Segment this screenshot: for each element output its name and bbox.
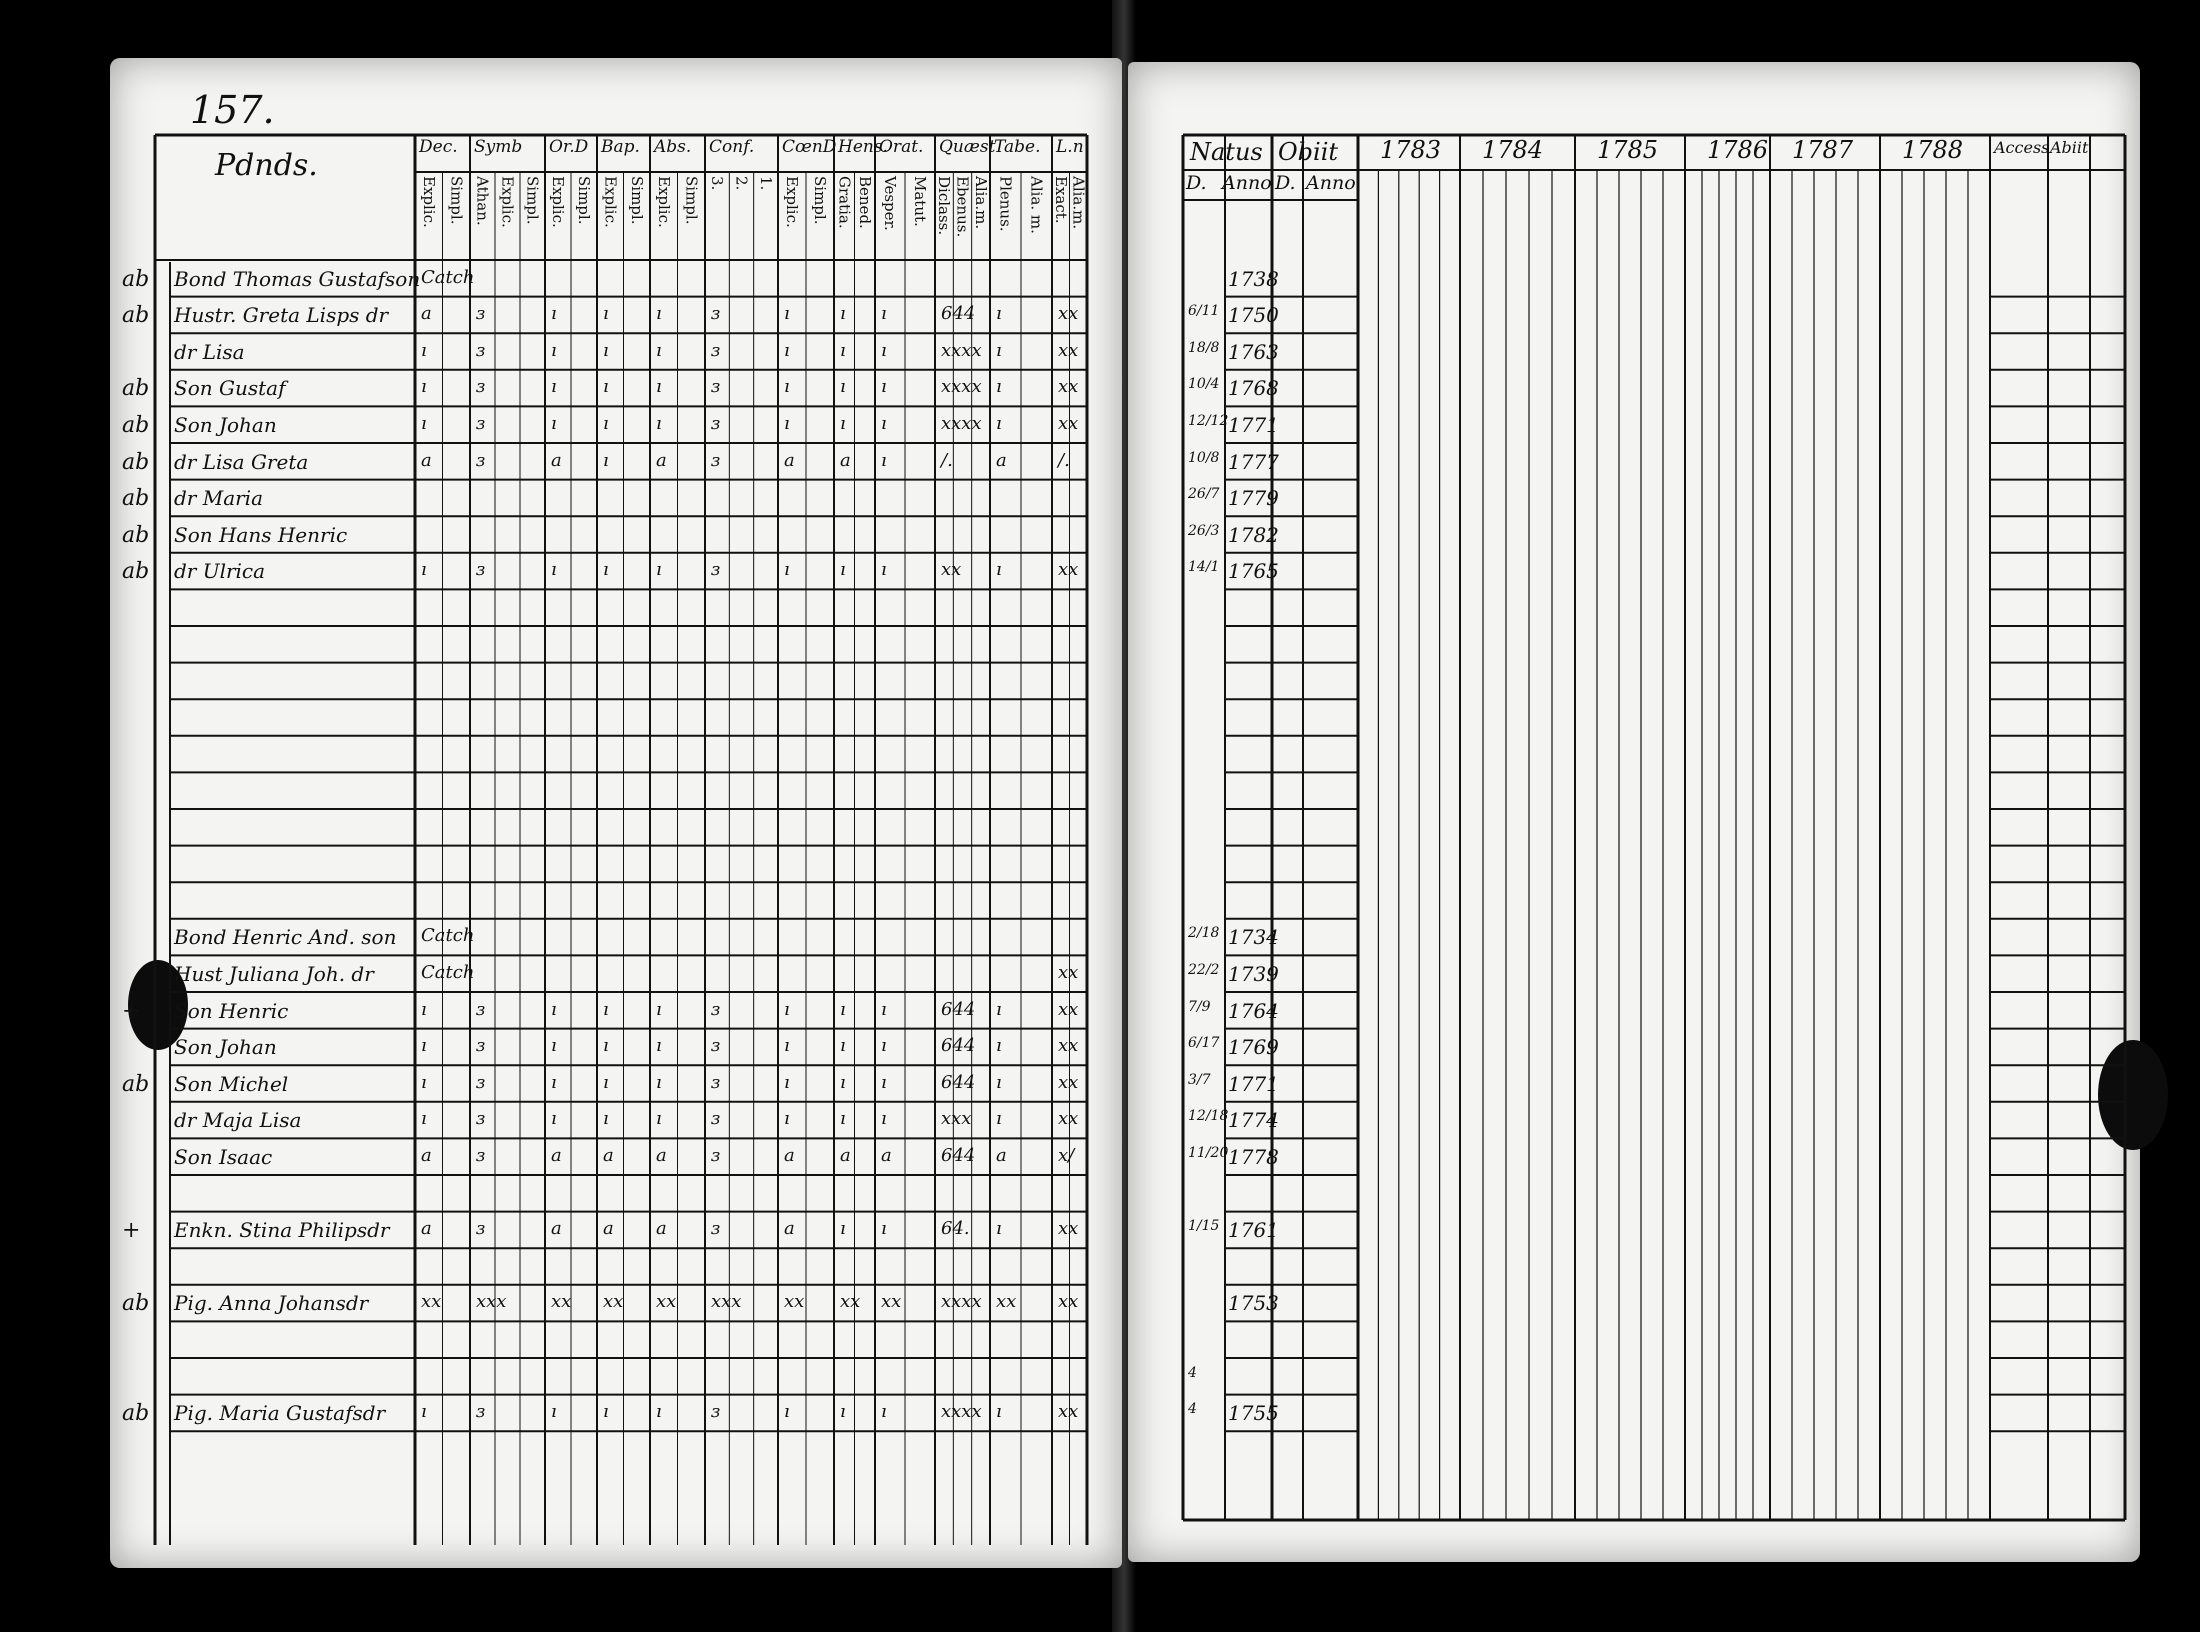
left-col-subhead: Explic. [783, 176, 801, 228]
catechism-mark: ı [881, 559, 887, 581]
year-head: 1785 [1597, 136, 1659, 164]
left-col-subhead: 1. [756, 176, 775, 191]
left-col-subhead: Athan. [473, 176, 492, 226]
birth-day: 2/18 [1188, 925, 1220, 942]
birth-day: 1/15 [1188, 1218, 1220, 1235]
catechism-mark: ɜ [476, 1218, 486, 1240]
catechism-mark: xxx [941, 1108, 972, 1130]
catechism-mark: ı [996, 303, 1002, 325]
catechism-mark: ı [784, 413, 790, 434]
catechism-mark: xx [603, 1291, 624, 1313]
catechism-mark: 644 [941, 1071, 976, 1093]
catechism-mark: ɜ [711, 376, 721, 398]
page-number: 157. [190, 88, 275, 132]
catechism-mark: ɜ [476, 449, 486, 471]
birth-year: 1768 [1228, 376, 1279, 401]
birth-year: 1774 [1228, 1108, 1279, 1133]
catechism-mark: ı [881, 998, 887, 1020]
left-col-head: L.n [1056, 137, 1084, 157]
birth-day: 10/4 [1188, 376, 1220, 393]
catechism-mark: xx [1058, 1071, 1079, 1093]
catechism-mark: Catch [421, 962, 475, 983]
left-col-subhead: Explic. [654, 176, 673, 228]
catechism-mark: ı [603, 1035, 609, 1057]
person-name: Hust Juliana Joh. dr [174, 962, 374, 986]
left-col-subhead: Matut. [911, 176, 929, 227]
left-col-subhead: Simpl. [627, 176, 646, 225]
person-name: dr Maria [174, 486, 264, 511]
birth-day: 6/11 [1188, 303, 1220, 320]
left-col-subhead: Simpl. [575, 176, 593, 225]
left-col-subhead: Alia.m. [1069, 176, 1088, 230]
left-col-head: Quæst [939, 137, 996, 157]
catechism-mark: ı [656, 559, 662, 581]
left-col-subhead: Ebenus. [953, 176, 972, 238]
catechism-mark: ı [421, 1401, 427, 1423]
catechism-mark: xx [1058, 1218, 1079, 1240]
row-mark: ab [122, 413, 150, 438]
left-col-subhead: Gratia. [835, 176, 854, 229]
person-name: dr Ulrica [174, 559, 266, 584]
catechism-mark: ı [421, 1108, 427, 1130]
catechism-mark: ı [881, 303, 887, 325]
catechism-mark: a [996, 1145, 1007, 1166]
left-col-head: Tabe. [994, 137, 1041, 157]
catechism-mark: 644 [941, 998, 976, 1020]
birth-year: 1761 [1228, 1218, 1279, 1243]
left-col-subhead: Simpl. [523, 176, 542, 225]
left-col-subhead: Diclass. [935, 176, 954, 236]
person-name: Bond Henric And. son [174, 925, 397, 950]
birth-year: 1753 [1228, 1291, 1279, 1316]
person-name: Bond Thomas Gustafson [174, 266, 421, 291]
catechism-mark: xx [840, 1291, 861, 1313]
birth-year: 1738 [1228, 266, 1279, 291]
birth-year: 1782 [1228, 522, 1279, 547]
birth-year: 1778 [1228, 1145, 1279, 1169]
catechism-mark: ı [840, 339, 846, 361]
left-col-subhead: Alia.m. [971, 176, 990, 230]
catechism-mark: ı [603, 1108, 609, 1130]
birth-year: 1734 [1228, 925, 1279, 950]
catechism-mark: ı [551, 1108, 557, 1130]
catechism-mark: a [421, 449, 432, 471]
catechism-mark: a [551, 1145, 562, 1166]
catechism-mark: a [840, 449, 851, 471]
catechism-mark: ı [996, 1035, 1002, 1057]
catechism-mark: a [784, 1145, 795, 1166]
catechism-mark: a [656, 449, 667, 471]
catechism-mark: ɜ [476, 1071, 486, 1093]
birth-day: 26/3 [1188, 522, 1220, 539]
catechism-mark: ı [881, 449, 887, 471]
catechism-mark: ı [840, 1071, 846, 1093]
catechism-mark: xx [1058, 303, 1079, 325]
row-mark: ab [122, 522, 150, 548]
birth-day: 22/2 [1188, 962, 1220, 978]
catechism-mark: /. [941, 449, 953, 471]
birth-year: 1739 [1228, 962, 1279, 986]
person-name: Son Isaac [174, 1145, 273, 1169]
catechism-mark: ı [881, 1108, 887, 1130]
birth-year: 1763 [1228, 339, 1279, 364]
person-name: Son Johan [174, 413, 277, 437]
catechism-mark: ı [656, 1108, 662, 1130]
catechism-mark: ɜ [476, 998, 486, 1020]
birth-day: 18/8 [1188, 339, 1220, 356]
person-name: dr Maja Lisa [174, 1108, 302, 1133]
catechism-mark: ı [656, 303, 662, 325]
accessit-head: Access [1994, 138, 2050, 157]
person-name: Son Henric [174, 998, 289, 1023]
catechism-mark: xx [551, 1291, 572, 1313]
catechism-mark: ɜ [476, 376, 486, 398]
catechism-mark: xx [1058, 559, 1079, 581]
row-mark: ab [122, 559, 150, 585]
person-name: dr Lisa [174, 339, 245, 364]
catechism-mark: ı [881, 376, 887, 398]
person-name: Hustr. Greta Lisps dr [174, 303, 389, 328]
catechism-mark: ı [603, 1401, 609, 1423]
left-col-head: Or.D [549, 137, 589, 157]
catechism-mark: xx [1058, 376, 1079, 398]
catechism-mark: xx [996, 1291, 1017, 1313]
year-head: 1784 [1482, 136, 1544, 164]
catechism-mark: ı [996, 1401, 1002, 1423]
obiit-head: Obiit [1278, 138, 1339, 166]
birth-day: 3/7 [1188, 1071, 1211, 1088]
left-col-subhead: 2. [732, 176, 751, 191]
person-name: dr Lisa Greta [174, 449, 309, 474]
birth-year: 1779 [1228, 486, 1279, 511]
catechism-mark: xxxx [941, 339, 982, 361]
person-name: Enkn. Stina Philipsdr [174, 1218, 390, 1243]
year-head: 1787 [1792, 136, 1854, 164]
catechism-mark: xx [656, 1291, 677, 1313]
catechism-mark: ɜ [476, 413, 486, 434]
catechism-mark: xx [881, 1291, 902, 1313]
birth-day: 11/20 [1188, 1145, 1229, 1161]
catechism-mark: ɜ [476, 303, 486, 325]
birth-day: 10/8 [1188, 449, 1220, 466]
catechism-mark: ı [840, 1035, 846, 1057]
catechism-mark: ı [421, 339, 427, 361]
left-col-head: Dec. [419, 137, 458, 157]
catechism-mark: ı [996, 339, 1002, 361]
catechism-mark: ı [881, 1071, 887, 1093]
catechism-mark: ı [784, 998, 790, 1020]
obiit-year-head: Anno [1306, 172, 1356, 194]
catechism-mark: xxxx [941, 413, 982, 434]
person-name: Son Hans Henric [174, 522, 348, 547]
catechism-mark: ɜ [476, 559, 486, 581]
catechism-mark: ı [881, 339, 887, 361]
catechism-mark: ɜ [476, 1108, 486, 1130]
catechism-mark: ɜ [476, 339, 486, 361]
person-name: Son Gustaf [174, 376, 286, 401]
catechism-mark: ı [784, 1035, 790, 1057]
left-col-subhead: Explic. [549, 176, 567, 228]
catechism-mark: ı [784, 1401, 790, 1423]
left-col-head: Bap. [601, 137, 640, 157]
catechism-mark: ı [551, 413, 557, 434]
birth-day: 26/7 [1188, 486, 1220, 503]
catechism-mark: ı [784, 559, 790, 581]
row-mark: + [122, 1218, 141, 1244]
catechism-mark: x/ [1058, 1145, 1075, 1166]
catechism-mark: ı [551, 376, 557, 398]
left-col-head: Conf. [709, 137, 755, 157]
catechism-mark: ı [840, 1401, 846, 1423]
catechism-mark: ı [881, 1401, 887, 1423]
birth-day: 6/17 [1188, 1035, 1220, 1052]
catechism-mark: ɜ [711, 1145, 721, 1166]
catechism-mark: ı [551, 998, 557, 1020]
catechism-mark: ı [996, 413, 1002, 434]
year-head: 1783 [1380, 136, 1442, 164]
catechism-mark: a [421, 1145, 432, 1166]
catechism-mark: ı [881, 1218, 887, 1240]
catechism-mark: a [551, 449, 562, 471]
catechism-mark: ɜ [476, 1035, 486, 1057]
left-col-subhead: Simpl. [682, 176, 701, 225]
left-col-subhead: 3. [708, 176, 727, 191]
left-col-head: CœnD [782, 137, 837, 157]
catechism-mark: ı [551, 559, 557, 581]
row-mark: + [122, 998, 141, 1024]
birth-year: 1750 [1228, 303, 1279, 328]
catechism-mark: 644 [941, 1035, 976, 1057]
catechism-mark: ɜ [711, 1035, 721, 1057]
catechism-mark: a [996, 449, 1007, 471]
catechism-mark: 644 [941, 303, 976, 325]
catechism-mark: ı [656, 339, 662, 361]
catechism-mark: ı [656, 1071, 662, 1093]
row-mark: ab [122, 1291, 150, 1317]
catechism-mark: ɜ [711, 998, 721, 1020]
left-col-subhead: Bened. [855, 176, 874, 229]
year-head: 1788 [1902, 136, 1964, 164]
left-col-subhead: Simpl. [447, 176, 466, 225]
catechism-mark: ɜ [476, 1401, 486, 1423]
catechism-mark: ı [996, 1108, 1002, 1130]
catechism-mark: ı [656, 413, 662, 434]
catechism-mark: xxx [711, 1291, 742, 1313]
birth-year: 1777 [1228, 449, 1279, 474]
natus-year-head: Anno [1222, 172, 1272, 194]
catechism-mark: ɜ [711, 303, 721, 325]
catechism-mark: 644 [941, 1145, 976, 1166]
catechism-mark: ı [421, 998, 427, 1020]
catechism-mark: xx [1058, 962, 1079, 983]
birth-year: 1769 [1228, 1035, 1279, 1060]
left-col-subhead: Exact. [1051, 176, 1070, 224]
birth-year: 1765 [1228, 559, 1279, 584]
catechism-mark: ı [656, 998, 662, 1020]
catechism-mark: a [656, 1218, 667, 1240]
catechism-mark: ı [656, 376, 662, 398]
catechism-mark: ı [784, 1071, 790, 1093]
left-col-subhead: Simpl. [811, 176, 829, 225]
catechism-mark: ı [603, 376, 609, 398]
catechism-mark: ı [603, 1071, 609, 1093]
catechism-mark: xx [1058, 1291, 1079, 1313]
catechism-mark: a [881, 1145, 892, 1166]
catechism-mark: ı [881, 1035, 887, 1057]
left-col-subhead: Explic. [601, 176, 620, 228]
catechism-mark: xx [1058, 1401, 1079, 1423]
left-col-subhead: Vesper. [881, 176, 899, 231]
catechism-mark: ı [603, 303, 609, 325]
row-mark: ab [122, 303, 150, 329]
row-mark: ab [122, 486, 150, 512]
catechism-mark: a [656, 1145, 667, 1166]
left-col-head: Hens. [838, 137, 888, 157]
catechism-mark: ı [784, 376, 790, 398]
catechism-mark: ı [421, 559, 427, 581]
natus-head: Natus [1190, 138, 1263, 166]
catechism-mark: ɜ [711, 413, 721, 434]
person-name: Son Michel [174, 1071, 289, 1096]
catechism-mark: xx [784, 1291, 805, 1313]
catechism-mark: ı [603, 998, 609, 1020]
catechism-mark: xxx [476, 1291, 507, 1313]
catechism-mark: ɜ [711, 1401, 721, 1423]
catechism-mark: ɜ [711, 339, 721, 361]
birth-year: 1771 [1228, 1071, 1279, 1096]
catechism-mark: ı [421, 376, 427, 398]
catechism-mark: a [784, 1218, 795, 1240]
catechism-mark: xx [421, 1291, 442, 1313]
catechism-mark: ı [421, 1071, 427, 1093]
catechism-mark: xxxx [941, 376, 982, 398]
catechism-mark: a [421, 303, 432, 325]
catechism-mark: ı [840, 413, 846, 434]
catechism-mark: a [551, 1218, 562, 1240]
row-mark: ab [122, 376, 150, 402]
catechism-mark: a [603, 1218, 614, 1240]
catechism-mark: ı [551, 1071, 557, 1093]
catechism-mark: Catch [421, 266, 475, 288]
catechism-mark: ı [551, 1035, 557, 1057]
catechism-mark: ı [656, 1035, 662, 1057]
catechism-mark: ı [996, 998, 1002, 1020]
catechism-mark: ı [996, 1071, 1002, 1093]
catechism-mark: ı [551, 339, 557, 361]
left-col-subhead: Plenus. [996, 176, 1015, 232]
birth-day: 12/18 [1188, 1108, 1229, 1125]
catechism-mark: ı [840, 303, 846, 325]
catechism-mark: ı [840, 1108, 846, 1130]
birth-year: 1764 [1228, 998, 1279, 1023]
catechism-mark: ɜ [711, 559, 721, 581]
left-col-subhead: Explic. [419, 176, 438, 228]
birth-day: 4 [1188, 1364, 1197, 1381]
row-mark: ab [122, 1071, 150, 1097]
natus-day-head: D. [1186, 172, 1207, 194]
obiit-day-head: D. [1275, 172, 1296, 194]
catechism-mark: ı [996, 376, 1002, 398]
catechism-mark: xxxx [941, 1291, 982, 1313]
catechism-mark: ı [784, 339, 790, 361]
birth-day: 12/12 [1188, 413, 1229, 429]
catechism-mark: a [784, 449, 795, 471]
catechism-mark: ɜ [711, 1071, 721, 1093]
catechism-mark: ı [840, 1218, 846, 1240]
catechism-mark: ı [603, 339, 609, 361]
person-name: Son Johan [174, 1035, 277, 1060]
catechism-mark: ı [996, 1218, 1002, 1240]
catechism-mark: /. [1058, 449, 1070, 471]
catechism-mark: ı [603, 559, 609, 581]
catechism-mark: ı [881, 413, 887, 434]
catechism-mark: ɜ [711, 1108, 721, 1130]
row-mark: ab [122, 449, 150, 475]
birth-day: 14/1 [1188, 559, 1220, 576]
left-col-subhead: Alia. m. [1027, 176, 1046, 234]
left-header-title: Pdnds. [215, 148, 318, 183]
left-col-head: Abs. [654, 137, 692, 157]
birth-year: 1771 [1228, 413, 1279, 437]
catechism-mark: xx [1058, 413, 1079, 434]
catechism-mark: Catch [421, 925, 475, 947]
catechism-mark: a [840, 1145, 851, 1166]
catechism-mark: ı [603, 449, 609, 471]
catechism-mark: xx [1058, 339, 1079, 361]
row-mark: ab [122, 266, 150, 292]
catechism-mark: xx [1058, 1035, 1079, 1057]
person-name: Pig. Maria Gustafsdr [174, 1401, 386, 1426]
abiit-head: Abiit [2050, 138, 2089, 157]
catechism-mark: ɜ [711, 449, 721, 471]
catechism-mark: a [603, 1145, 614, 1166]
catechism-mark: ı [551, 1401, 557, 1423]
left-col-subhead: Explic. [498, 176, 517, 228]
catechism-mark: xx [941, 559, 962, 581]
catechism-mark: xx [1058, 1108, 1079, 1130]
catechism-mark: ı [656, 1401, 662, 1423]
catechism-mark: ı [551, 303, 557, 325]
catechism-mark: ı [840, 998, 846, 1020]
person-name: Pig. Anna Johansdr [174, 1291, 369, 1316]
birth-day: 4 [1188, 1401, 1197, 1418]
catechism-mark: ı [840, 376, 846, 398]
catechism-mark: xx [1058, 998, 1079, 1020]
catechism-mark: ı [840, 559, 846, 581]
left-col-head: Symb [474, 137, 523, 157]
catechism-mark: ı [784, 1108, 790, 1130]
catechism-mark: ɜ [476, 1145, 486, 1166]
catechism-mark: 64. [941, 1218, 970, 1240]
row-mark: ab [122, 1401, 150, 1427]
birth-year: 1755 [1228, 1401, 1279, 1426]
catechism-mark: ı [996, 559, 1002, 581]
catechism-mark: ı [421, 1035, 427, 1057]
left-col-head: Orat. [879, 137, 924, 157]
catechism-mark: xxxx [941, 1401, 982, 1423]
catechism-mark: a [421, 1218, 432, 1240]
catechism-mark: ɜ [711, 1218, 721, 1240]
catechism-mark: ı [603, 413, 609, 434]
birth-day: 7/9 [1188, 998, 1211, 1015]
catechism-mark: ı [784, 303, 790, 325]
catechism-mark: ı [421, 413, 427, 434]
year-head: 1786 [1707, 136, 1769, 164]
